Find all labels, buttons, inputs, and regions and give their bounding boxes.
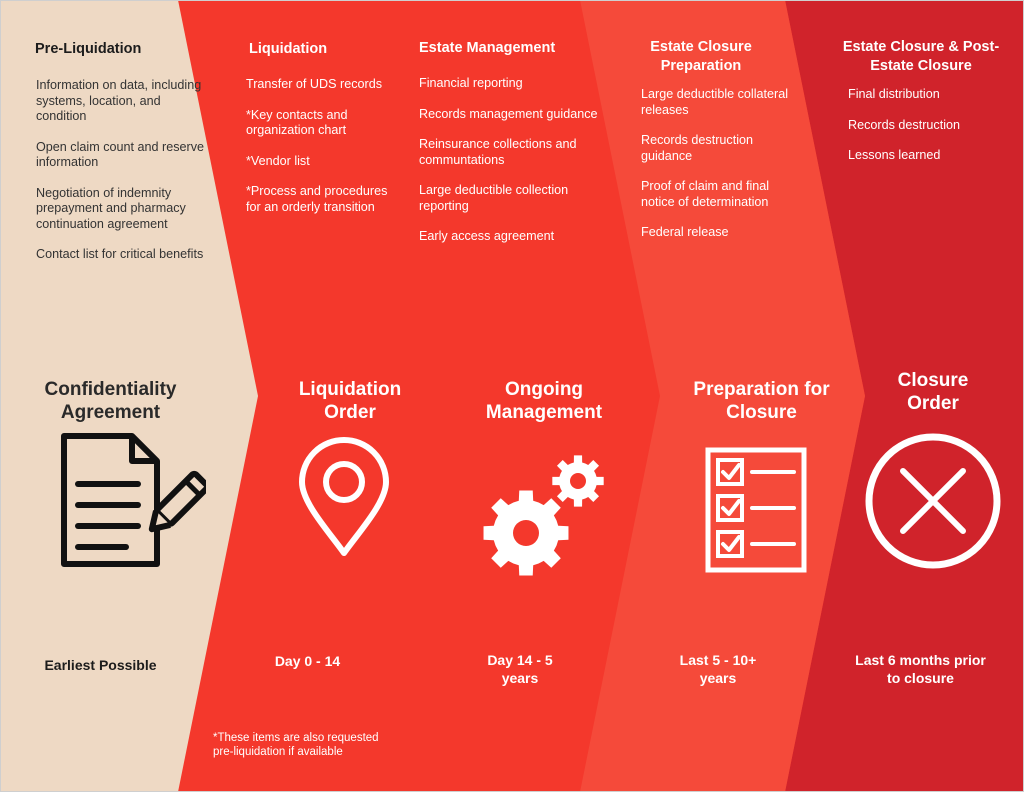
checklist-icon xyxy=(704,446,808,574)
stage-preparation-for-closure: Preparation for Closure xyxy=(693,379,830,423)
list-pre-liquidation xyxy=(36,78,206,278)
stage-closure-order: Closure Order xyxy=(897,370,969,414)
stage-liquidation-order: Liquidation Order xyxy=(298,379,402,423)
heading-liquidation: Liquidation xyxy=(249,41,328,57)
map-pin-icon xyxy=(296,437,392,559)
list-item: *Vendor list xyxy=(246,153,310,168)
heading-pre-liquidation: Pre-Liquidation xyxy=(35,41,142,57)
list-item: Early access agreement xyxy=(419,229,555,243)
list-item: Reinsurance collections and communtations xyxy=(419,137,577,167)
heading-estate-management: Estate Management xyxy=(419,40,556,56)
list-item: Negotiation of indemnity prepayment and pharmacy continuation agreement xyxy=(36,185,186,231)
list-item: Federal release xyxy=(641,225,729,239)
gear-large xyxy=(484,491,569,576)
stage-confidentiality-agreement: Confidentiality Agreement xyxy=(44,379,177,423)
gear-small xyxy=(552,455,603,506)
list-estate-closure-post xyxy=(848,87,1008,179)
list-item: Records management guidance xyxy=(419,106,598,121)
list-estate-closure-preparation xyxy=(641,87,791,256)
heading-estate-closure-post: Estate Closure & Post-Estate Closure xyxy=(842,39,1000,74)
list-item: Final distribution xyxy=(848,87,940,101)
list-estate-management xyxy=(419,76,614,260)
list-item: Financial reporting xyxy=(419,76,523,90)
list-item: *Process and procedures for an orderly transition xyxy=(246,184,388,214)
timing-earliest-possible: Earliest Possible xyxy=(44,657,157,673)
list-item: Large deductible collateral releases xyxy=(641,87,789,117)
gears-icon xyxy=(482,453,612,578)
list-item: Records destruction guidance xyxy=(641,133,753,163)
list-item: Large deductible collection reporting xyxy=(419,183,569,213)
list-item: Information on data, including systems, location, and condition xyxy=(36,78,202,123)
heading-estate-closure-preparation: Estate Closure Preparation xyxy=(650,39,752,74)
timing-day-14-5-years: Day 14 - 5 years xyxy=(487,652,553,686)
footnote: *These items are also requested pre-liquidation if available xyxy=(213,732,379,758)
timing-day-0-14: Day 0 - 14 xyxy=(274,653,341,669)
list-item: Proof of claim and final notice of determination xyxy=(641,179,770,209)
stage-ongoing-management: Ongoing Management xyxy=(485,379,603,423)
list-item: Transfer of UDS records xyxy=(246,77,383,91)
x-circle-icon xyxy=(864,432,1002,570)
list-item: Contact list for critical benefits xyxy=(36,247,204,261)
list-item: Records destruction xyxy=(848,117,960,132)
list-item: Open claim count and reserve information xyxy=(36,139,205,169)
checklist-rows xyxy=(718,460,794,556)
timing-last-5-10-years: Last 5 - 10+ years xyxy=(679,652,757,686)
list-item: *Key contacts and organization chart xyxy=(246,107,348,137)
list-item: Lessons learned xyxy=(848,148,941,162)
document-pencil-icon xyxy=(56,430,206,570)
timing-last-6-months: Last 6 months prior to closure xyxy=(855,652,986,686)
list-liquidation xyxy=(246,77,396,230)
